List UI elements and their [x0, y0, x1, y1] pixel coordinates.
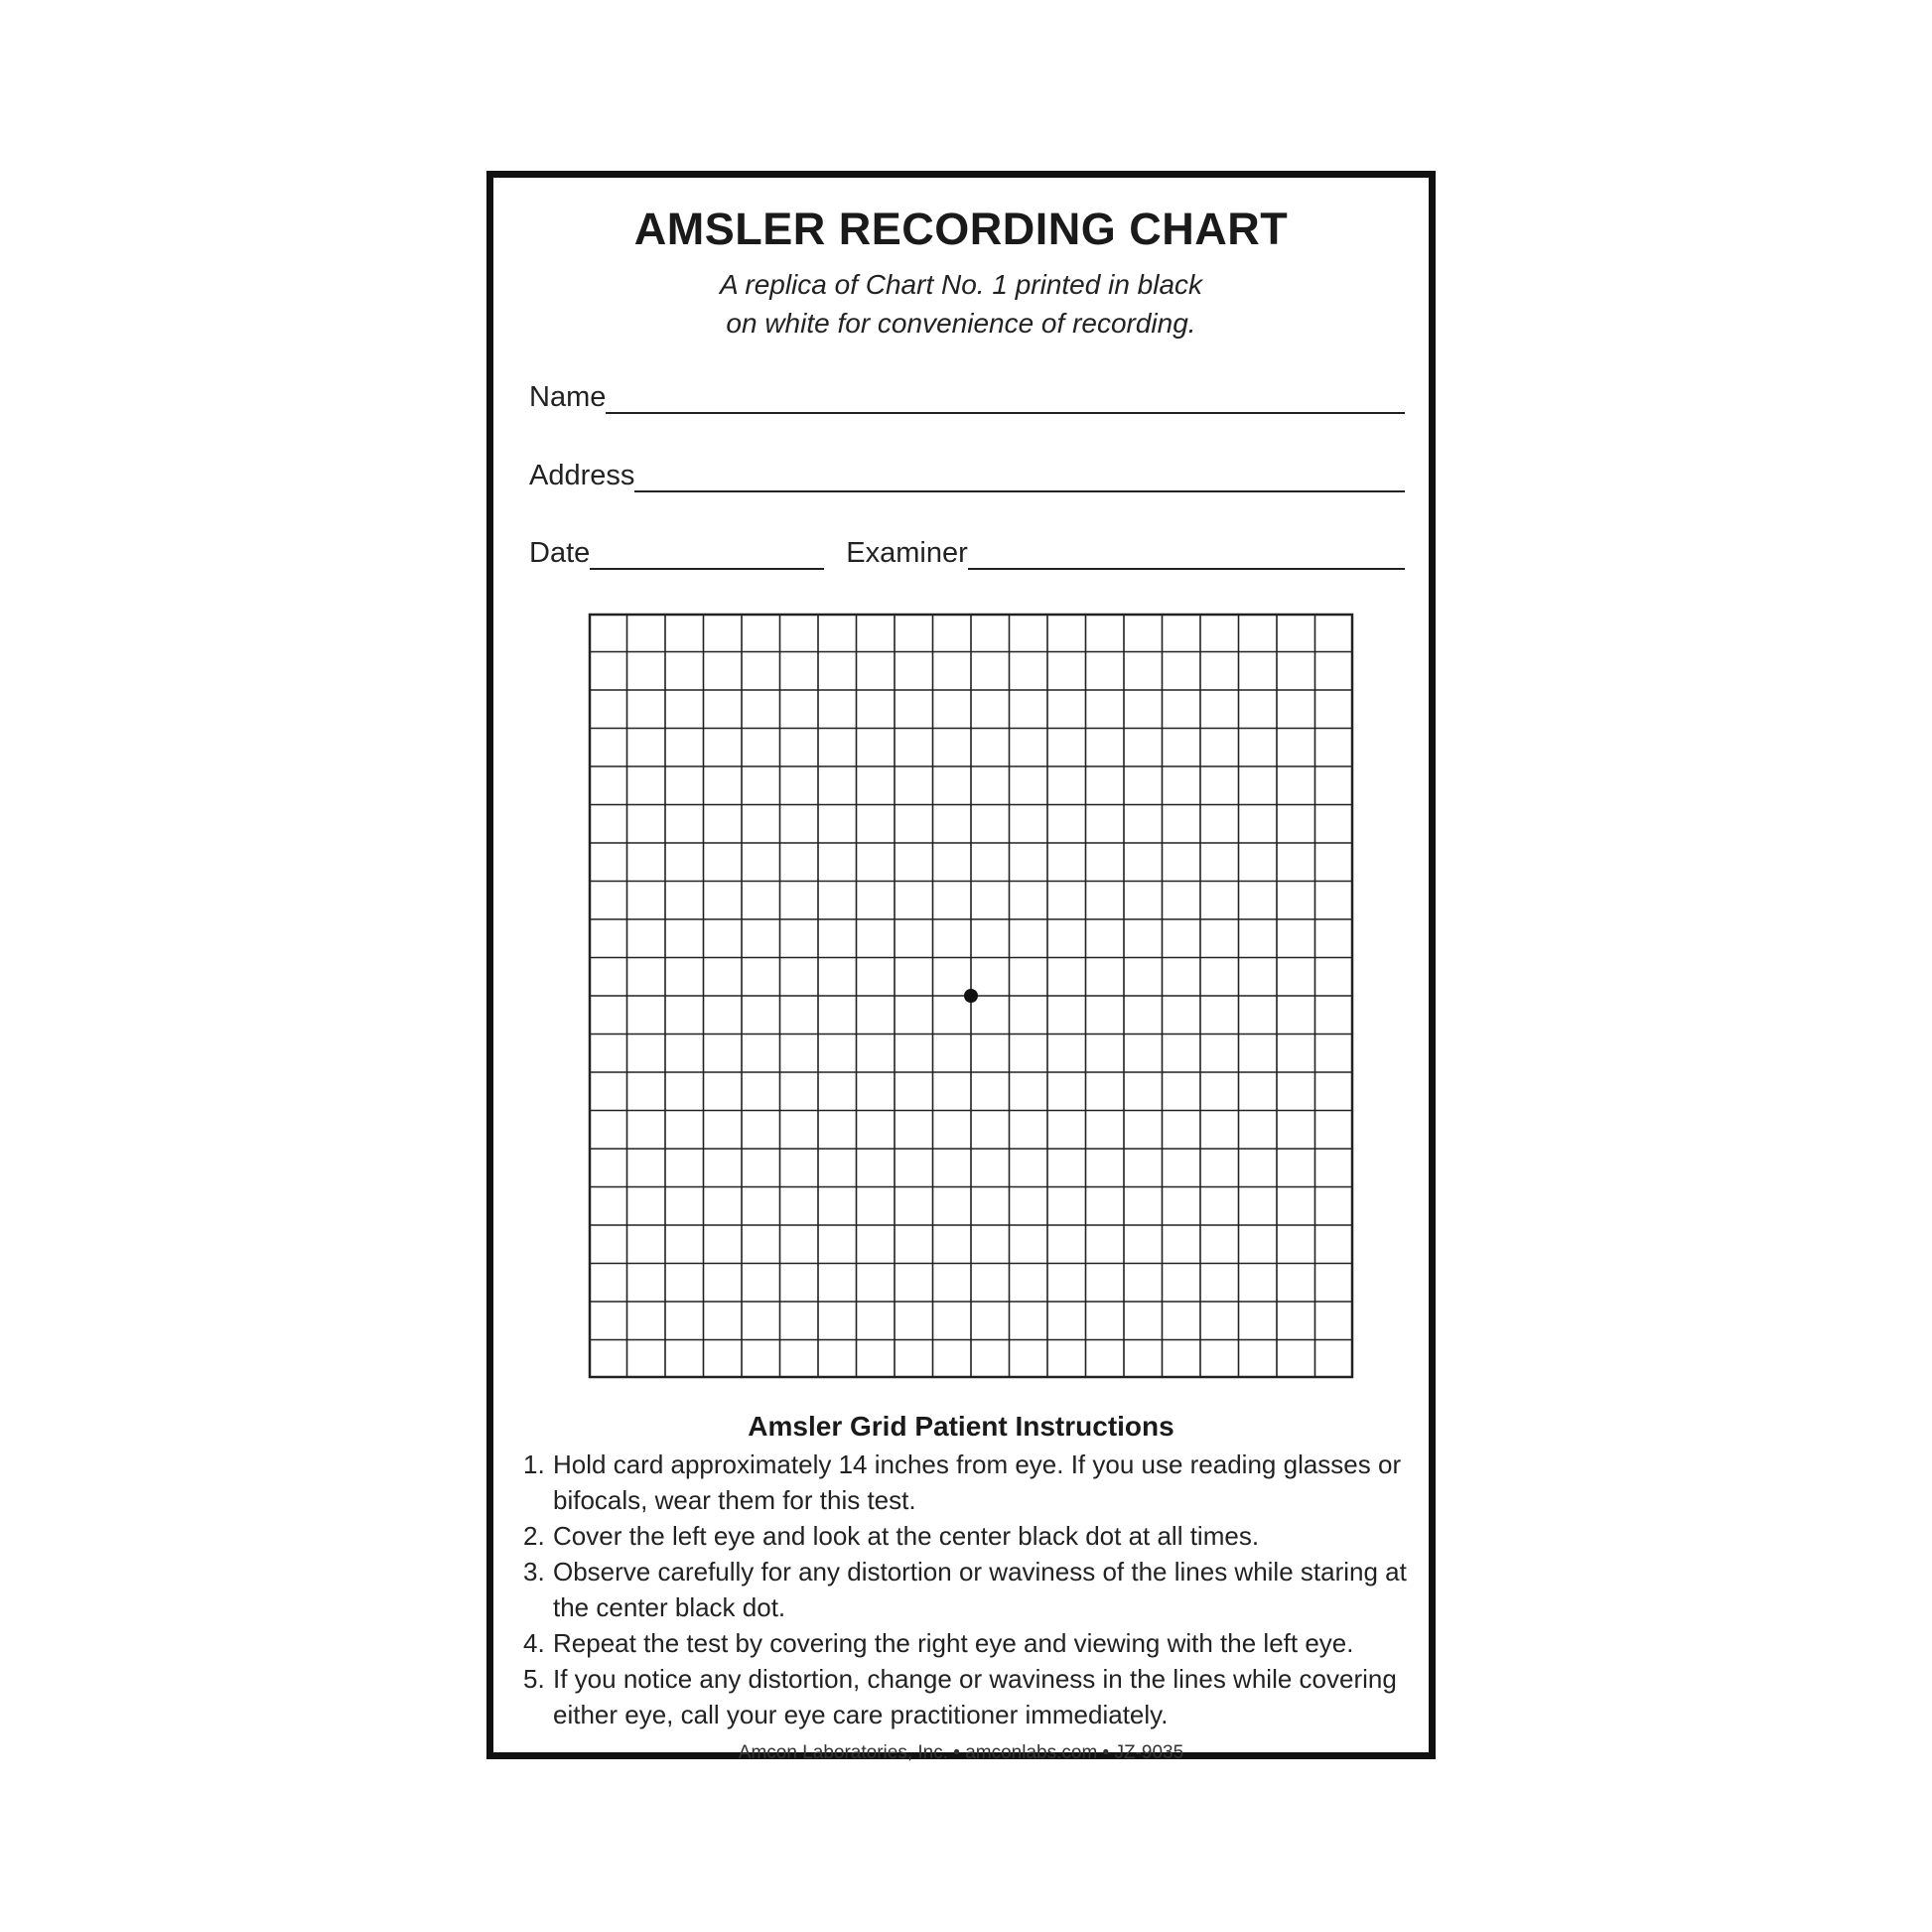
address-blank-line — [634, 490, 1405, 492]
instruction-item — [523, 1554, 1407, 1625]
instruction-item — [523, 1625, 1407, 1661]
amsler-card — [486, 171, 1436, 1763]
instruction-item — [523, 1447, 1407, 1518]
chart-subtitle-line-2: on white for convenience of recording. — [726, 308, 1196, 339]
instruction-text: Observe carefully for any distortion or waviness of the lines while staring at the center black dot. — [553, 1557, 1407, 1622]
instruction-text: Hold card approximately 14 inches from eye. If you use reading glasses or bifocals, wear them for this test. — [553, 1449, 1402, 1515]
chart-subtitle-line-1: A replica of Chart No. 1 printed in black — [719, 269, 1203, 300]
date-label: Date — [529, 537, 591, 569]
footer-credit: Amcon Laboratories, Inc. • amconlabs.com • JZ-9035 — [738, 1742, 1184, 1763]
instructions-heading: Amsler Grid Patient Instructions — [748, 1411, 1174, 1442]
name-blank-line — [606, 412, 1405, 414]
instruction-number: 1. — [523, 1449, 545, 1479]
instruction-text: Repeat the test by covering the right eye and viewing with the left eye. — [553, 1628, 1354, 1658]
examiner-blank-line — [968, 568, 1405, 570]
name-field — [529, 374, 1405, 414]
amsler-grid — [589, 614, 1353, 1378]
instruction-number: 3. — [523, 1557, 545, 1587]
instruction-number: 4. — [523, 1628, 545, 1658]
instruction-text: Cover the left eye and look at the center black dot at all times. — [553, 1521, 1260, 1551]
instruction-item — [523, 1661, 1407, 1732]
instruction-text: If you notice any distortion, change or waviness in the lines while covering either eye, call your eye care practitioner immediately. — [553, 1664, 1397, 1729]
instructions-list — [523, 1447, 1407, 1732]
date-examiner-field — [529, 530, 1405, 570]
address-label: Address — [529, 460, 635, 491]
name-label: Name — [529, 381, 607, 413]
instruction-item — [523, 1518, 1407, 1554]
examiner-label: Examiner — [846, 537, 968, 569]
instruction-number: 5. — [523, 1664, 545, 1694]
address-field — [529, 453, 1405, 492]
instruction-number: 2. — [523, 1521, 545, 1551]
date-blank-line — [590, 568, 824, 570]
center-dot — [964, 989, 978, 1003]
chart-title: AMSLER RECORDING CHART — [633, 204, 1289, 254]
